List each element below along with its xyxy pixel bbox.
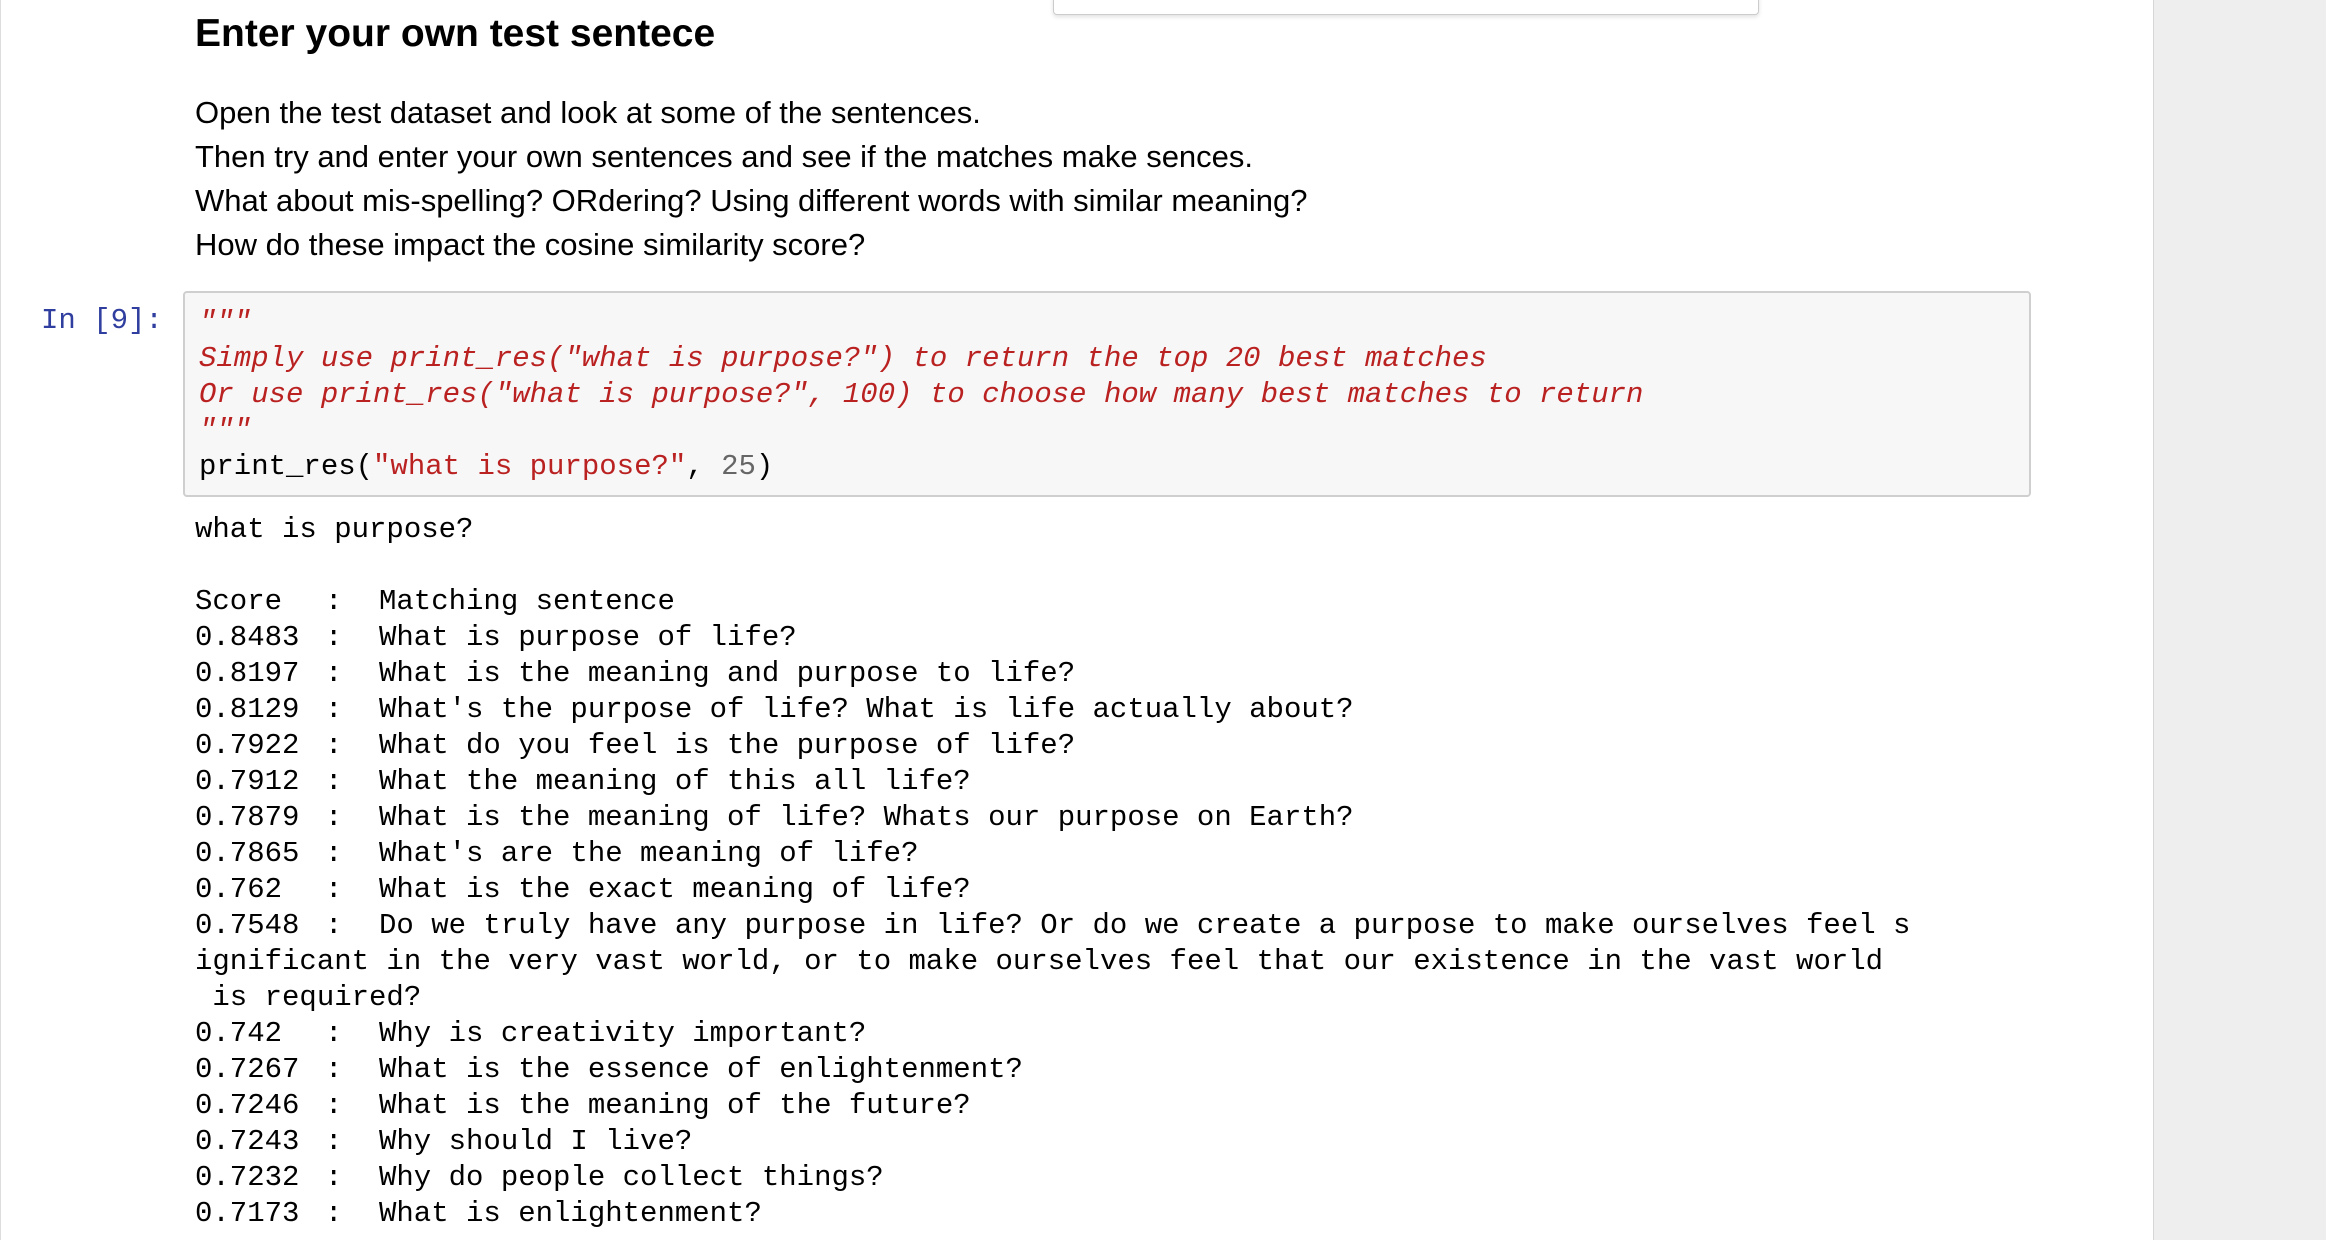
row-separator: : bbox=[325, 909, 343, 942]
markdown-body bbox=[195, 91, 2035, 267]
output-header-row bbox=[195, 584, 2035, 620]
code-call-line bbox=[199, 449, 2029, 485]
row-score: 0.8129 bbox=[195, 693, 300, 726]
output-row bbox=[195, 1124, 2035, 1160]
row-separator: : bbox=[325, 693, 343, 726]
row-sentence: What is purpose of life? bbox=[379, 621, 797, 654]
markdown-heading: Enter your own test sentece bbox=[195, 12, 716, 55]
row-score: 0.7246 bbox=[195, 1089, 300, 1122]
row-separator: : bbox=[325, 1161, 343, 1194]
row-score: 0.7243 bbox=[195, 1125, 300, 1158]
code-close-paren: ) bbox=[755, 450, 774, 483]
row-sentence: What's are the meaning of life? bbox=[379, 837, 919, 870]
output-row bbox=[195, 1088, 2035, 1124]
row-separator: : bbox=[325, 657, 343, 690]
markdown-line: Open the test dataset and look at some of the sentences. bbox=[195, 95, 981, 130]
row-sentence: What is enlightenment? bbox=[379, 1197, 762, 1230]
row-separator: : bbox=[325, 1125, 343, 1158]
row-score: 0.8197 bbox=[195, 657, 300, 690]
output-row bbox=[195, 692, 2035, 728]
row-sentence: What is the essence of enlightenment? bbox=[379, 1053, 1023, 1086]
docstring-line: Or use print_res("what is purpose?", 100) to choose how many best matches to return bbox=[199, 378, 1644, 411]
cell-output bbox=[195, 512, 2035, 1232]
output-row bbox=[195, 836, 2035, 872]
row-separator: : bbox=[325, 765, 343, 798]
row-separator: : bbox=[325, 1089, 343, 1122]
markdown-cell[interactable] bbox=[195, 8, 2035, 267]
row-separator: : bbox=[325, 873, 343, 906]
input-prompt: In [9]: bbox=[41, 304, 163, 337]
row-sentence: What the meaning of this all life? bbox=[379, 765, 971, 798]
output-row bbox=[195, 1196, 2035, 1232]
output-row bbox=[195, 728, 2035, 764]
row-separator: : bbox=[325, 1197, 343, 1230]
code-input-area[interactable] bbox=[183, 291, 2031, 497]
header-sentence: Matching sentence bbox=[379, 585, 675, 618]
code-arg-separator: , bbox=[686, 450, 722, 483]
row-sentence-wrap: ignificant in the very vast world, or to make ourselves feel that our existence in the vast world bbox=[195, 945, 1884, 978]
row-sentence: Why should I live? bbox=[379, 1125, 693, 1158]
row-sentence: Why is creativity important? bbox=[379, 1017, 867, 1050]
output-row bbox=[195, 656, 2035, 692]
row-score: 0.762 bbox=[195, 873, 283, 906]
row-score: 0.7267 bbox=[195, 1053, 300, 1086]
row-sentence: Do we truly have any purpose in life? Or do we create a purpose to make ourselves feel s bbox=[379, 909, 1911, 942]
row-sentence: Why do people collect things? bbox=[379, 1161, 884, 1194]
markdown-line: What about mis-spelling? ORdering? Using different words with similar meaning? bbox=[195, 183, 1308, 218]
row-score: 0.7548 bbox=[195, 909, 300, 942]
row-sentence-wrap: is required? bbox=[195, 981, 422, 1014]
row-score: 0.742 bbox=[195, 1017, 283, 1050]
markdown-line: Then try and enter your own sentences and see if the matches make sences. bbox=[195, 139, 1254, 174]
output-row bbox=[195, 800, 2035, 836]
docstring-line: Simply use print_res("what is purpose?") to return the top 20 best matches bbox=[199, 342, 1487, 375]
row-sentence: What is the meaning of life? Whats our purpose on Earth? bbox=[379, 801, 1354, 834]
docstring-open: """ bbox=[199, 306, 252, 339]
row-score: 0.7232 bbox=[195, 1161, 300, 1194]
row-separator: : bbox=[325, 621, 343, 654]
row-sentence: What's the purpose of life? What is life actually about? bbox=[379, 693, 1354, 726]
output-blank-line bbox=[195, 548, 2035, 584]
row-sentence: What is the meaning and purpose to life? bbox=[379, 657, 1076, 690]
output-row bbox=[195, 1160, 2035, 1196]
row-score: 0.7912 bbox=[195, 765, 300, 798]
code-function-name: print_res( bbox=[199, 450, 374, 483]
row-score: 0.7865 bbox=[195, 837, 300, 870]
output-row bbox=[195, 908, 2035, 944]
row-sentence: What is the meaning of the future? bbox=[379, 1089, 971, 1122]
output-row bbox=[195, 764, 2035, 800]
row-sentence: What do you feel is the purpose of life? bbox=[379, 729, 1076, 762]
markdown-line: How do these impact the cosine similarity score? bbox=[195, 227, 866, 262]
output-row bbox=[195, 872, 2035, 908]
row-separator: : bbox=[325, 837, 343, 870]
code-string-arg: "what is purpose?" bbox=[373, 450, 687, 483]
output-row bbox=[195, 1016, 2035, 1052]
output-rows bbox=[195, 620, 2035, 1232]
output-row bbox=[195, 1052, 2035, 1088]
row-score: 0.7922 bbox=[195, 729, 300, 762]
row-score: 0.7879 bbox=[195, 801, 300, 834]
row-separator: : bbox=[325, 729, 343, 762]
row-score: 0.7173 bbox=[195, 1197, 300, 1230]
header-separator: : bbox=[325, 585, 343, 618]
row-separator: : bbox=[325, 801, 343, 834]
row-sentence: What is the exact meaning of life? bbox=[379, 873, 971, 906]
code-number-arg: 25 bbox=[721, 450, 756, 483]
header-score: Score bbox=[195, 585, 283, 618]
output-row bbox=[195, 620, 2035, 656]
row-separator: : bbox=[325, 1053, 343, 1086]
output-query: what is purpose? bbox=[195, 513, 474, 546]
row-score: 0.8483 bbox=[195, 621, 300, 654]
docstring-close: """ bbox=[199, 414, 252, 447]
row-separator: : bbox=[325, 1017, 343, 1050]
